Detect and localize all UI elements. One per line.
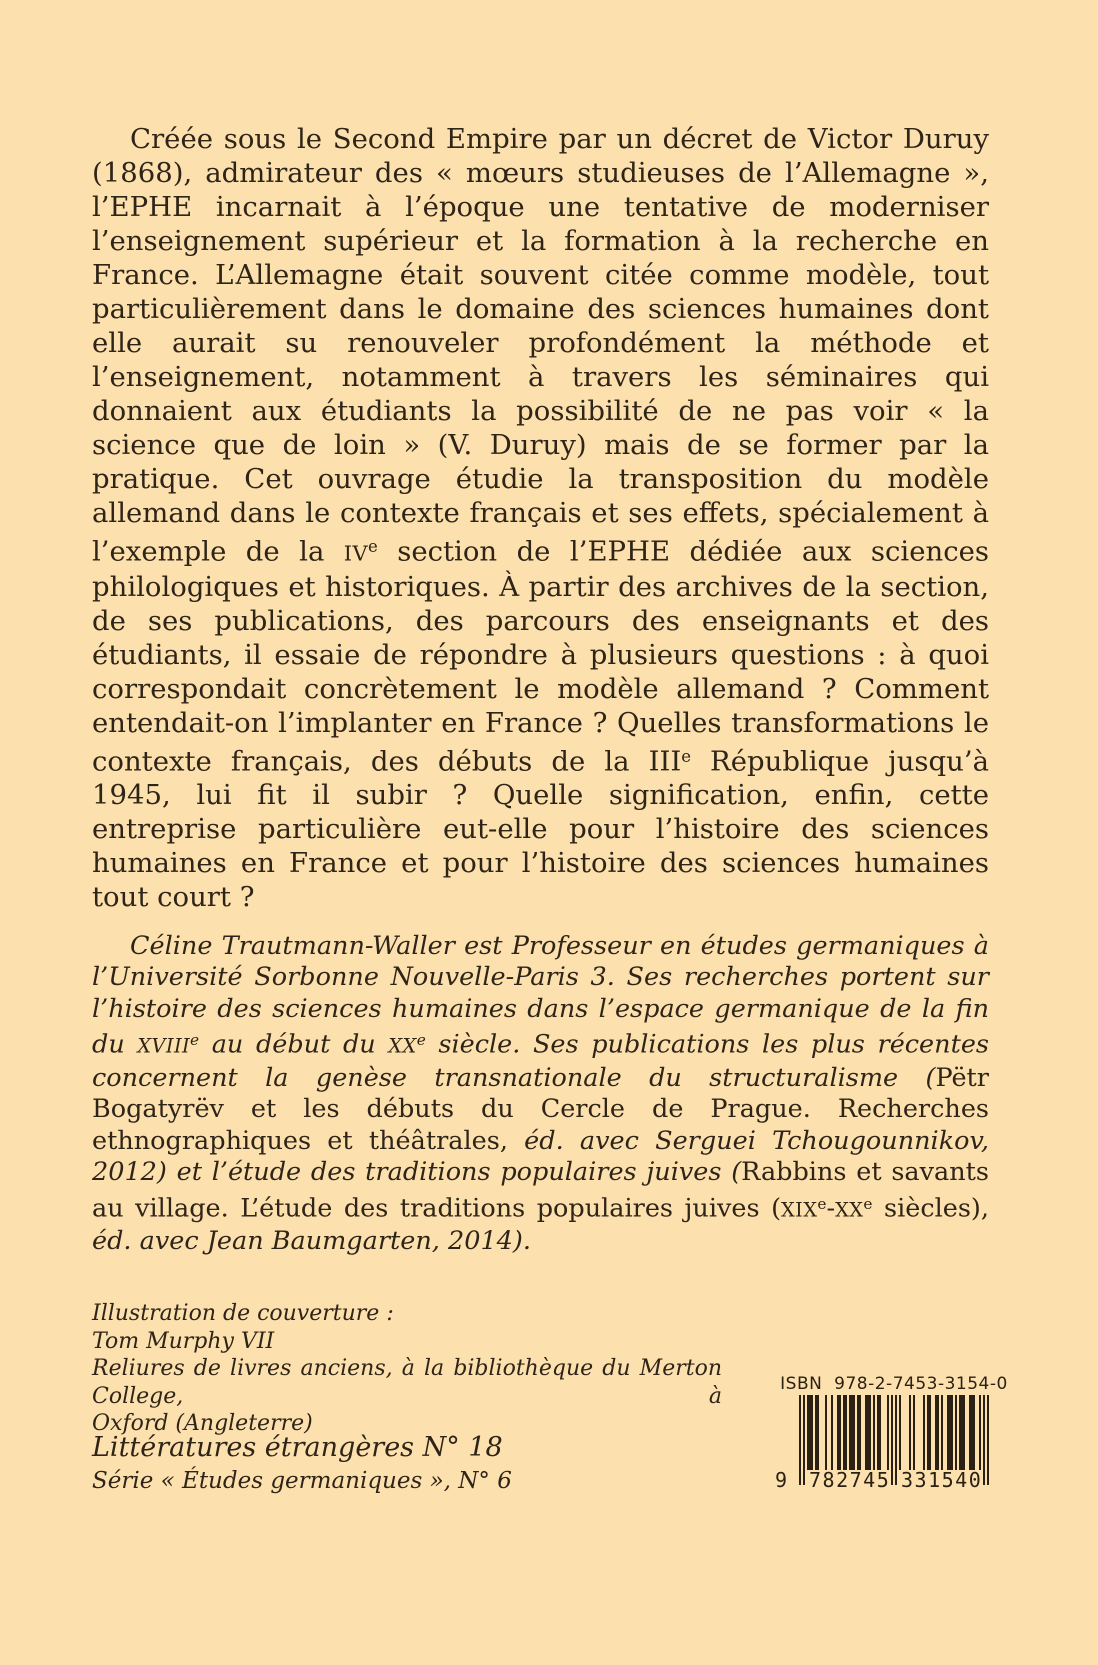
credit-heading: Illustration de couverture : <box>92 1301 394 1326</box>
credit-description-line-1: Reliures de livres anciens, à la bibliothèque du Merton College, à <box>92 1356 722 1409</box>
text-segment: siècle. Ses publications les plus récentes concernent la genèse transnationale du structuralisme ( <box>92 1029 989 1093</box>
text-segment: Pëtr Bogatyrëv et les débuts du Cercle de Prague. Recherches ethnographiques et théâtrales, <box>92 1062 989 1156</box>
cover-illustration-credit <box>92 1300 722 1438</box>
text-segment: éd. avec Serguei Tchougounnikov, 2012) et l’étude des traditions populaires juives ( <box>92 1125 989 1188</box>
text-segment: siècles), <box>872 1193 989 1224</box>
synopsis-paragraph <box>92 122 989 915</box>
barcode-digits-left: 782745 <box>809 1468 891 1492</box>
text-segment: e <box>863 1194 873 1213</box>
text-segment: XIX <box>781 1198 818 1222</box>
barcode-digits <box>775 1468 989 1492</box>
collection-title: Littératures étrangères N° 18 <box>92 1432 503 1463</box>
text-segment: éd. avec Jean Baumgarten, 2014). <box>92 1226 531 1257</box>
text-segment: e <box>416 1031 426 1050</box>
text-segment: - <box>826 1193 836 1224</box>
text-segment: XX <box>835 1198 864 1222</box>
credit-description-line-2: Oxford (Angleterre) <box>92 1411 313 1436</box>
text-segment: République jusqu’à 1945, lui fit il subir ? Quelle signification, enfin, cette entreprise particulière eut-elle pour l’histoire des sciences humaines en France et pour l’histoire des sciences humaines tout court ? <box>92 745 989 913</box>
isbn-number: ISBN 978-2-7453-3154-0 <box>780 1374 1008 1394</box>
text-segment: III <box>648 745 682 777</box>
text-segment: e <box>367 536 378 556</box>
author-bio-paragraph <box>92 931 989 1258</box>
text-segment: Céline Trautmann-Waller est Professeur en études germaniques à l’Université Sorbonne Nouvelle-Paris 3. Ses recherches portent sur l’histoire des sciences humaines dans l’espace germanique de la fin du <box>92 930 989 1060</box>
series-title: Série « Études germaniques », N° 6 <box>92 1468 512 1494</box>
text-segment: e <box>190 1031 200 1050</box>
text-segment: e <box>681 746 691 766</box>
credit-artist: Tom Murphy VII <box>92 1328 275 1354</box>
text-segment: e <box>817 1194 827 1213</box>
text-segment: XX <box>388 1034 417 1058</box>
text-segment: XVIII <box>137 1034 191 1058</box>
text-segment: Créée sous le Second Empire par un décret de Victor Duruy (1868), admirateur des « mœurs studieuses de l’Allemagne », l’EPHE incarnait à l’époque une tentative de moderniser l’enseignement supérieur et la formation à la recherche en France. L’Allemagne était souvent citée comme modèle, tout particulièrement dans le domaine des sciences humaines dont elle aurait su renouveler profondément la méthode et l’enseignement, notamment à travers les séminaires qui donnaient aux étudiants la possibilité de ne pas voir « la science que de loin » (V. Duruy) mais de se former par la pratique. Cet ouvrage étudie la transposition du modèle allemand dans le contexte français et ses effets, spécialement à l’exemple de la <box>92 122 989 567</box>
text-segment: au début du <box>199 1029 389 1060</box>
barcode-digit-first: 9 <box>775 1468 788 1492</box>
text-segment: Rabbins et savants au village. L’étude des traditions populaires juives ( <box>92 1157 989 1224</box>
text-segment: section de l’EPHE dédiée aux sciences philologiques et historiques. À partir des archives de la section, de ses publications, des parcours des enseignants et des étudiants, il essaie de répondre à plusieurs questions : à quoi correspondait concrètement le modèle allemand ? Comment entendait-on l’implanter en France ? Quelles transformations le contexte français, des débuts de la <box>92 534 989 777</box>
barcode-digits-right: 331540 <box>901 1468 983 1492</box>
text-segment: IV <box>343 540 368 565</box>
